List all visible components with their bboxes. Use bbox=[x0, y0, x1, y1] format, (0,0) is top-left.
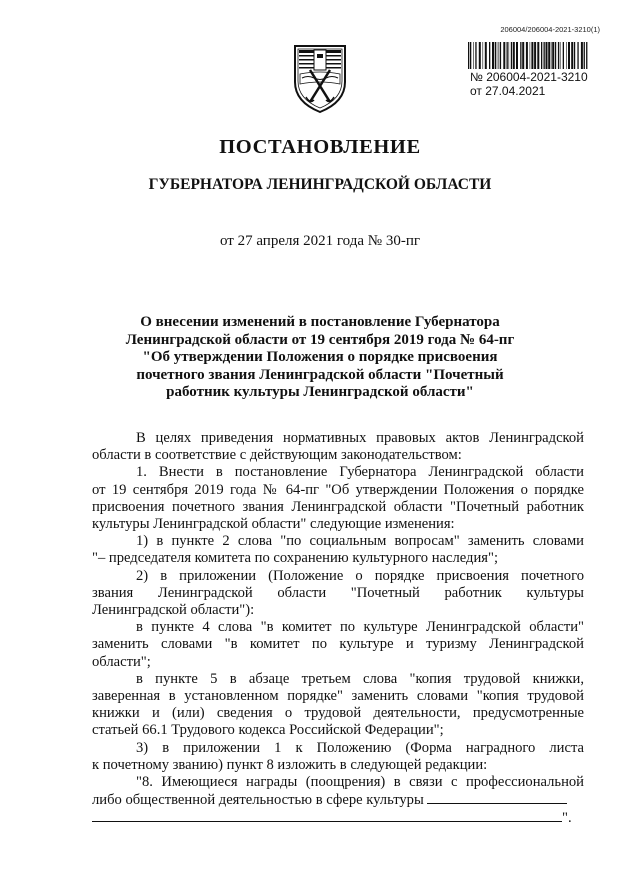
body-line: к почетному званию) пункт 8 изложить в следующей редакции: bbox=[92, 756, 488, 773]
document-heading bbox=[90, 314, 550, 402]
heading-line: "Об утверждении Положения о порядке присвоения bbox=[142, 349, 498, 365]
blank-fill-line bbox=[92, 809, 562, 822]
body-line: заверенная в установленном порядке" заменить словами "копия трудовой bbox=[92, 688, 584, 705]
body-line: 1. Внести в постановление Губернатора Ленинградской области bbox=[136, 464, 584, 481]
barcode-icon bbox=[468, 42, 588, 69]
body-line: ". bbox=[562, 810, 572, 827]
body-line: заменить словами "в комитет по культуре и туризму Ленинградской bbox=[92, 636, 584, 653]
body-line: от 19 сентября 2019 года № 64-пг "Об утверждении Положения о порядке bbox=[92, 481, 584, 498]
body-line: книжки и (или) сведения о трудовой деятельности, предусмотренные bbox=[92, 705, 584, 722]
blank-fill-line bbox=[427, 791, 567, 804]
body-line: присвоения почетного звания Ленинградской области "Почетный работник bbox=[92, 498, 584, 515]
document-title: ПОСТАНОВЛЕНИЕ bbox=[219, 136, 421, 158]
heading-line: почетного звания Ленинградской области "Почетный bbox=[136, 366, 504, 383]
body-line: 3) в приложении 1 к Положению (Форма наградного листа bbox=[136, 739, 584, 756]
body-line: в пункте 5 в абзаце третьем слова "копия трудовой книжки, bbox=[136, 670, 584, 687]
body-line: либо общественной деятельностью в сфере культуры bbox=[92, 792, 424, 809]
document-code: 206004/206004-2021-3210(1) bbox=[500, 25, 600, 34]
body-line: статьей 66.1 Трудового кодекса Российской Федерации"; bbox=[92, 722, 444, 739]
body-line-with-blank bbox=[92, 809, 584, 827]
registration-date: от 27.04.2021 bbox=[470, 84, 546, 98]
body-line: "8. Имеющиеся награды (поощрения) в связи с профессиональной bbox=[136, 774, 584, 791]
body-line: области"; bbox=[92, 653, 151, 670]
body-line: звания Ленинградской области "Почетный работник культуры bbox=[92, 584, 584, 601]
registration-number: № 206004-2021-3210 bbox=[470, 70, 588, 84]
heading-line: Ленинградской области от 19 сентября 2019 года № 64-пг bbox=[125, 331, 515, 348]
document-date-number: от 27 апреля 2021 года № 30-пг bbox=[219, 233, 420, 249]
body-line: культуры Ленинградской области" следующие изменения: bbox=[92, 516, 455, 533]
body-line-with-blank bbox=[92, 791, 584, 809]
body-line: 1) в пункте 2 слова "по социальным вопросам" заменить словами bbox=[136, 533, 584, 550]
document-body bbox=[92, 430, 584, 828]
heading-line: О внесении изменений в постановление Губернатора bbox=[140, 314, 500, 330]
body-line: Ленинградской области"): bbox=[92, 602, 255, 619]
body-line: В целях приведения нормативных правовых актов Ленинградской bbox=[136, 430, 584, 446]
registration-block bbox=[470, 70, 588, 98]
heading-line: работник культуры Ленинградской области" bbox=[166, 384, 474, 400]
body-line: области в соответствие с действующим законодательством: bbox=[92, 447, 462, 464]
body-line: 2) в приложении (Положение о порядке присвоения почетного bbox=[136, 567, 584, 584]
document-issuer: ГУБЕРНАТОРА ЛЕНИНГРАДСКОЙ ОБЛАСТИ bbox=[148, 176, 492, 193]
leningrad-oblast-coat-of-arms-icon bbox=[290, 40, 350, 115]
body-line: в пункте 4 слова "в комитет по культуре Ленинградской области" bbox=[136, 619, 584, 636]
body-line: "– председателя комитета по сохранению культурного наследия"; bbox=[92, 550, 498, 567]
